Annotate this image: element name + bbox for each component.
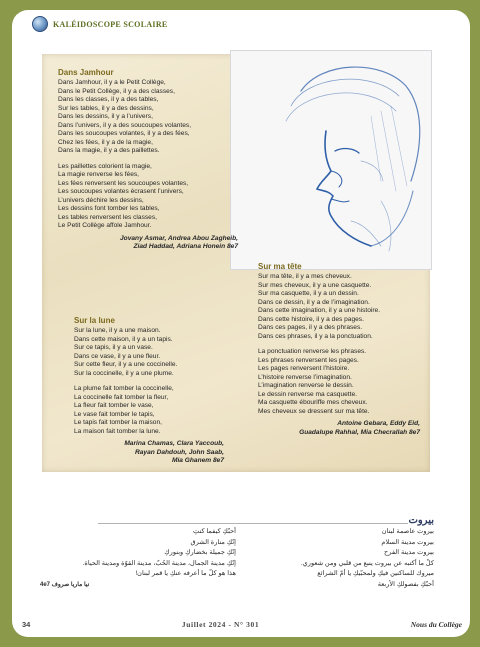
poem-line: Les phrases renversent les pages. [258,356,359,364]
poem-authors: Marina Chamas, Clara Yaccoub, [124,440,224,447]
poem-line: Dans cette imagination, il y a une histoire. [258,307,381,314]
arabic-line: بيروت مدينة الفرح [384,549,434,556]
arabic-line: إنّكِ منارة الشرق [190,538,236,546]
poem-line: Les fées renversent les soucoupes volantes, [58,179,189,187]
poem-authors: Rayan Dahdouh, John Saab, [134,448,224,456]
poem-line: Dans ces pages, il y a des phrases. [258,324,363,331]
poem-line: Dans la magie, il y a des paillettes. [58,147,160,154]
poem-dans-jamhour [58,68,238,252]
arabic-line: ميروك للساكنين فيكِ ولمحبّيكِ يا أمّ الشرائع [317,570,434,577]
poem-line: Dans le Petit Collège, il y a des classes, [58,87,175,95]
poem-line: Les soucoupes volantes écrasent l’univers, [58,188,184,195]
poem-line: Le Petit Collège affole Jamhour. [58,222,152,229]
poem-sur-la-lune [74,316,224,466]
arabic-left-column [40,527,236,590]
arabic-line: أحبّكِ بفصولكِ الأربعة [377,580,434,588]
portrait-sketch-image [230,50,432,270]
poem-line: La magie renverse les fées, [58,171,139,178]
poem-line: Sur les tables, il y a des dessins, [58,104,154,112]
arabic-line: إنّكِ مدينة الجمال، مدينة الحُبّ، مدينة القوّة ومدينة الحياة. [82,559,236,567]
page-footer [22,620,462,629]
poem-line: La fleur fait tomber le vase, [74,402,154,409]
magazine-brand: Nous du Collège [410,620,462,629]
poem-sur-ma-tete [258,262,420,437]
poem-line: Sur la lune, il y a une maison. [74,327,161,334]
poem-authors: Jovany Asmar, Andrea Abou Zagheib, [120,234,238,242]
arabic-line: إنّكِ جميلة بخضاركِ وبنوركِ [164,549,236,556]
poem-line: Dans ce dessin, il y a de l’imagination. [258,298,370,306]
poem-line: Mes cheveux se dressent sur ma tête. [258,407,370,415]
section-title: KALÉIDOSCOPE SCOLAIRE [53,19,168,29]
poem-line: Le vase fait tomber le tapis, [74,410,155,418]
poem-line: Sur ma casquette, il y a un dessin. [258,290,359,297]
poem-line: La ponctuation renverse les phrases. [258,348,367,355]
poem-line: Les paillettes colorient la magie, [58,162,152,170]
poem-title: Sur ma tête [258,262,302,271]
poem-line: Chez les fées, il y a de la magie, [58,138,153,146]
poem-authors: Guadalupe Rahhal, Mia Checrallah 8e7 [299,428,420,436]
poem-line: Le dessin renverse ma casquette. [258,390,357,398]
arabic-line: كلّ ما أكتبه عن بيروت ينبع من قلبي ومن شعوري. [300,559,434,567]
poem-line: Dans les classes, il y a des tables, [58,96,159,103]
poem-line: Le tapis fait tomber la maison, [74,419,162,426]
arabic-right-column [234,527,434,590]
poem-line: L’imagination renverse le dessin. [258,382,354,389]
poem-line: Ma casquette ébouriffe mes cheveux. [258,399,368,406]
poem-authors: Ziad Haddad, Adriana Honein 8e7 [133,243,238,250]
poem-line: Dans ces phrases, il y a la ponctuation. [258,332,373,340]
poem-line: Les pages renversent l’histoire. [258,365,350,372]
poem-line: La coccinelle fait tomber la fleur, [74,393,169,401]
poem-line: La plume fait tomber la coccinelle, [74,385,174,392]
poem-line: Sur cette fleur, il y a une coccinelle. [74,361,178,368]
poem-line: L’histoire renverse l’imagination. [258,373,352,381]
poem-title: Dans Jamhour [58,68,114,77]
poem-line: Dans cette maison, il y a un tapis. [74,335,173,343]
arabic-line: بيروت مدينة السلام [381,538,434,546]
face-sketch-icon [231,51,431,269]
poem-line: Sur la coccinelle, il y a une plume. [74,369,174,377]
arabic-author: نيا ماريا صروف 4e7 [40,581,90,588]
section-header [32,16,168,32]
page-number: 34 [22,620,31,629]
poem-line: Sur ce tapis, il y a un vase. [74,344,153,351]
poem-line: Sur ma tête, il y a mes cheveux. [258,273,352,280]
poem-line: Dans l’univers, il y a des soucoupes volantes, [58,121,192,129]
arabic-poem-section [38,513,446,615]
arabic-poem-title: بيروت [408,515,434,526]
arabic-line: هذا هو كلّ ما أعرفه عنكِ يا قمر لبنان! [135,570,236,577]
poem-line: Dans les dessins, il y a l’univers, [58,113,153,120]
poem-title: Sur la lune [74,316,115,325]
magazine-page [12,10,470,637]
poem-line: Sur mes cheveux, il y a une casquette. [258,281,372,289]
globe-logo-icon [32,16,48,32]
arabic-line: بيروت عاصمة لبنان [381,528,434,535]
poem-line: La maison fait tomber la lune. [74,427,161,435]
poem-line: Les dessins font tomber les tables, [58,205,160,212]
poem-line: Dans Jamhour, il y a le Petit Collège, [58,79,166,86]
arabic-line: أحبّكِ كيفما كنتِ [192,528,236,535]
poem-authors: Mia Ghanem 8e7 [171,457,224,464]
issue-info: Juillet 2024 - N° 301 [181,620,260,629]
poem-line: Dans ce vase, il y a une fleur. [74,352,161,360]
poem-line: Les tables renversent les classes, [58,213,157,221]
title-divider [98,523,408,524]
poem-line: Dans les soucoupes volantes, il y a des fées, [58,130,190,137]
poem-line: L’univers déchire les dessins, [58,196,144,204]
poem-authors: Antoine Gebara, Eddy Eid, [337,420,420,427]
poem-line: Dans cette histoire, il y a des pages. [258,315,364,323]
